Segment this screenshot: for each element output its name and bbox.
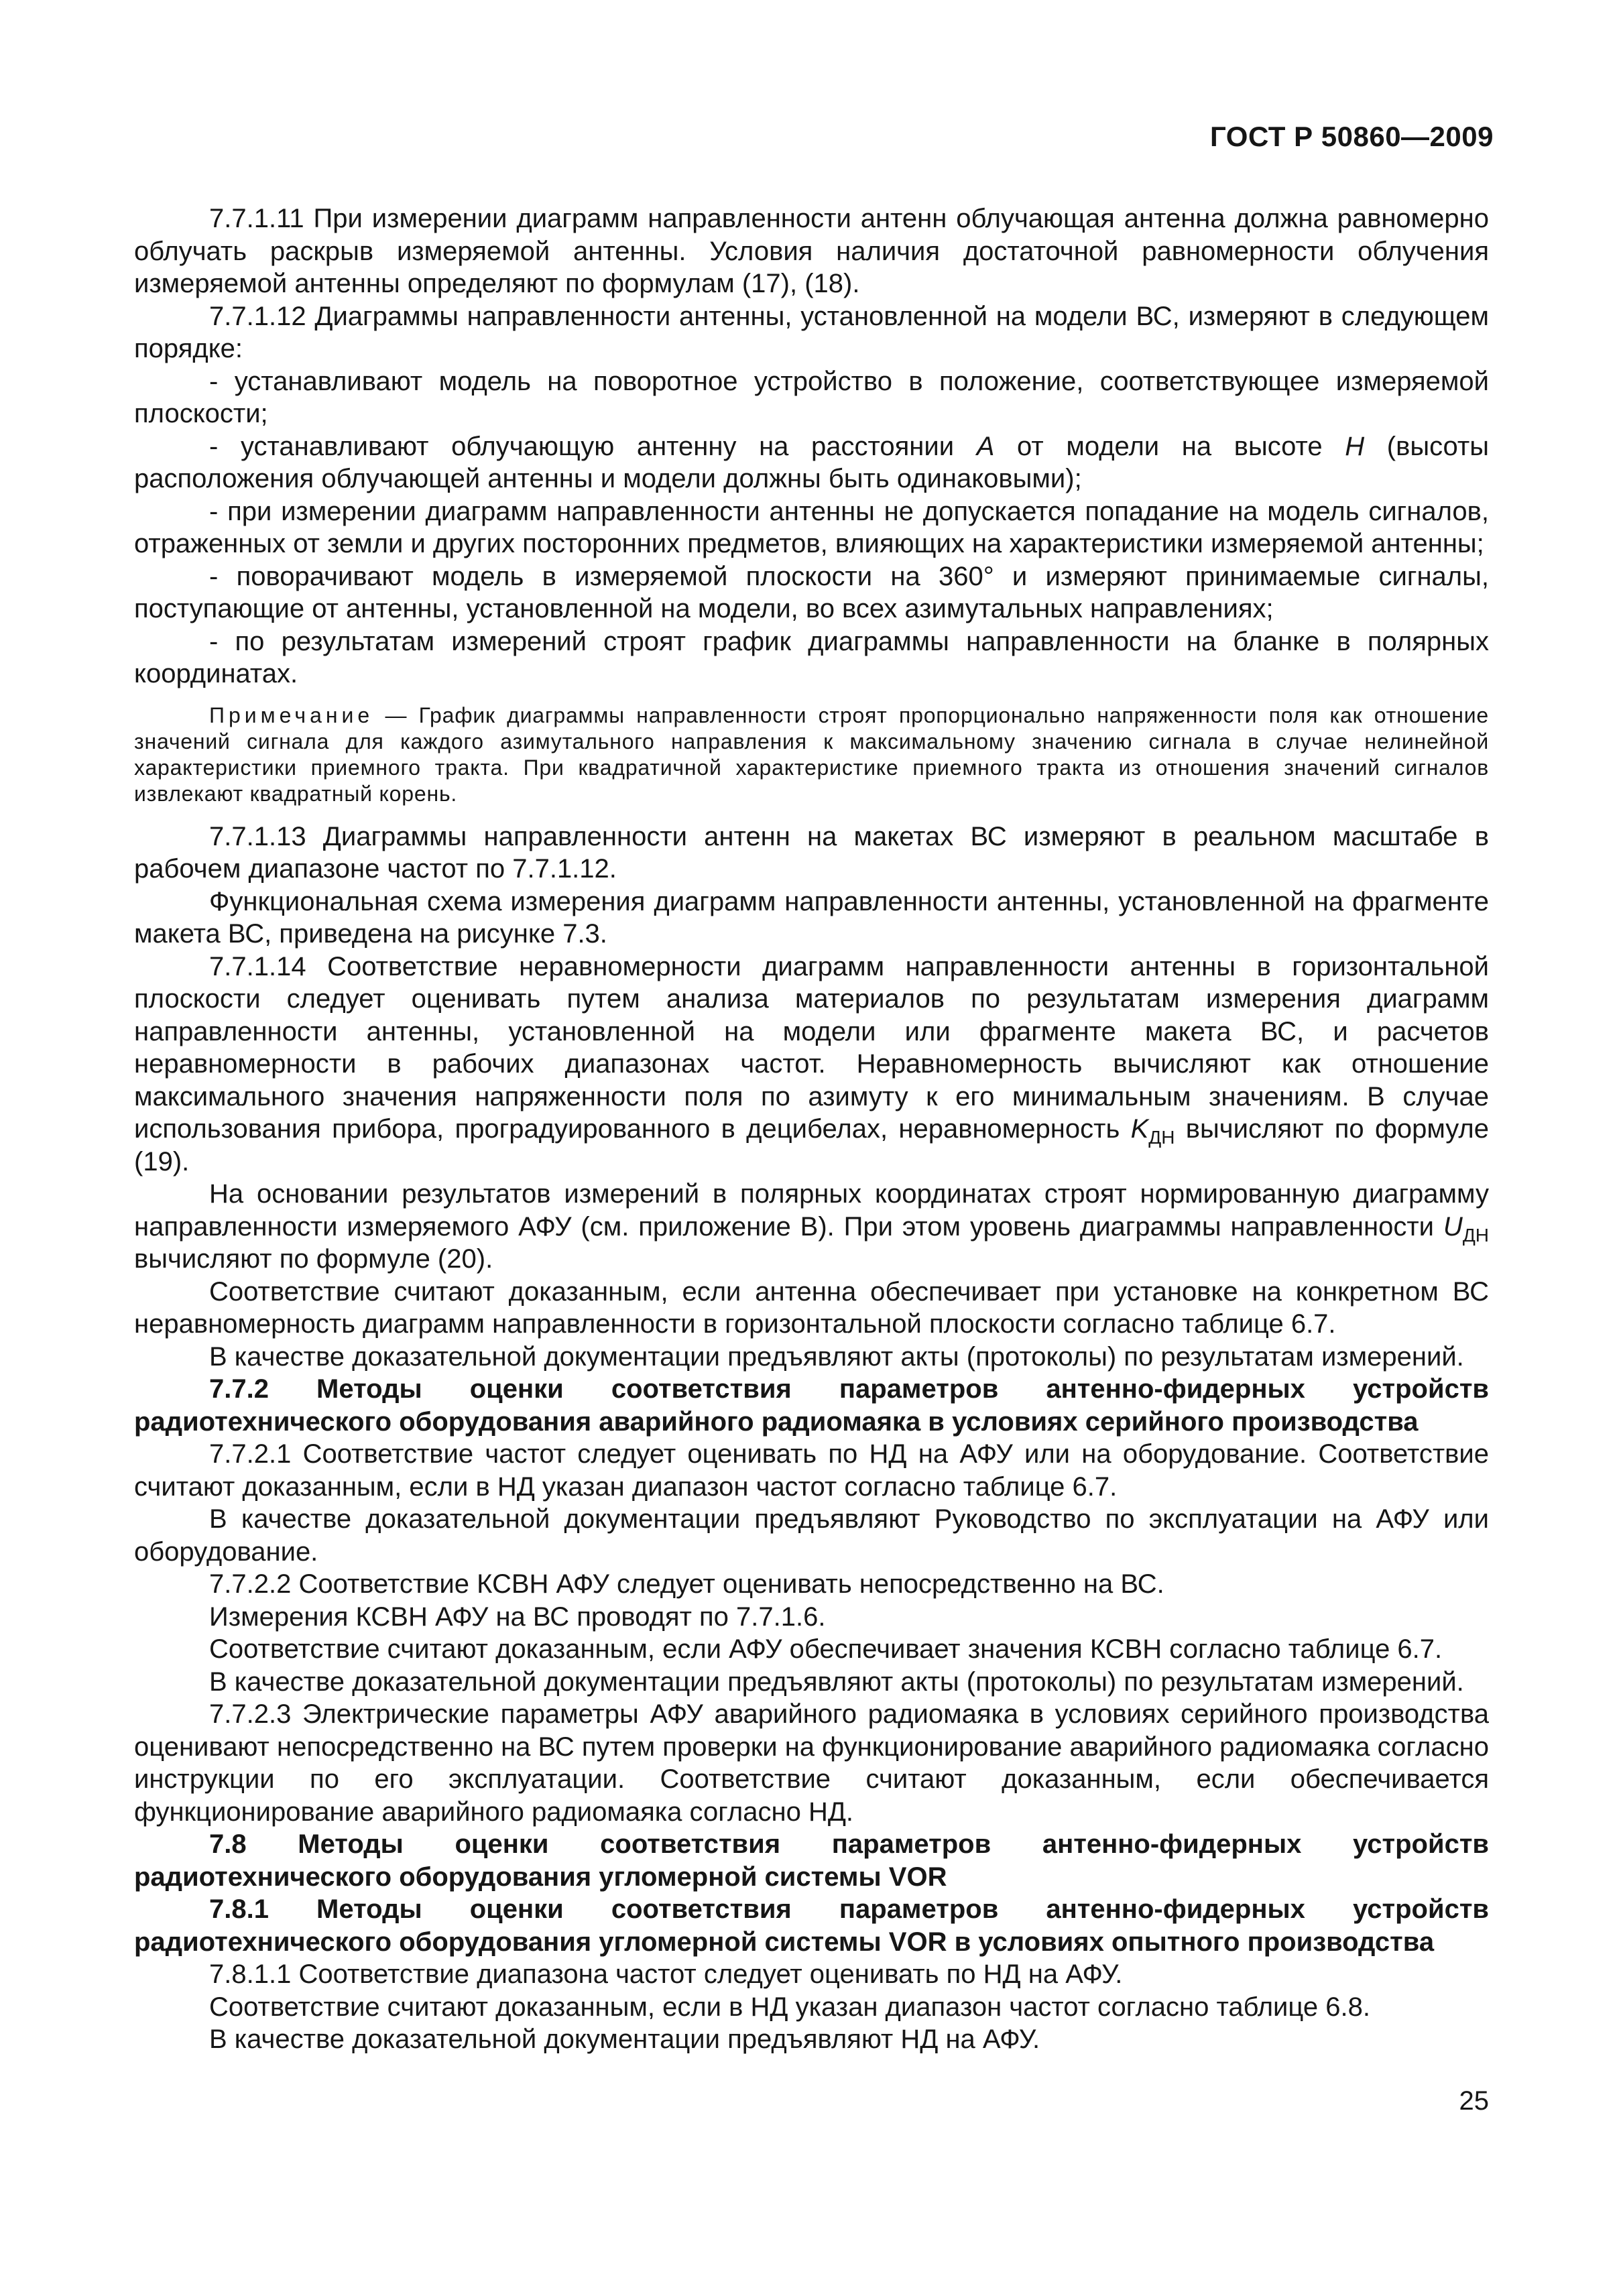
list-item: - поворачивают модель в измеряемой плоскости на 360° и измеряют принимаемые сигналы, поступающие от антенны, установленной на модели, во всех азимутальных направлениях; [134, 561, 1489, 623]
section-heading-cont: радиотехнического оборудования аварийного радиомаяка в условиях серийного производства [134, 1406, 1419, 1437]
paragraph: 7.7.2.3 Электрические параметры АФУ аварийного радиомаяка в условиях серийного производства оценивают непосредственно на ВС путем проверки на функционирование аварийного радиомаяка согласно инструкции по его эксплуатации. Соответствие считают доказанным, если обеспечивается функционирование аварийного радиомаяка согласно НД. [134, 1699, 1489, 1827]
list-item: - устанавливают модель на поворотное устройство в положение, соответствующее измеряемой плоскости; [134, 366, 1489, 428]
list-item [134, 430, 1489, 495]
list-item: - при измерении диаграмм направленности антенны не допускается попадание на модель сигналов, отраженных от земли и других посторонних предметов, влияющих на характеристики измеряемой антенны; [134, 496, 1489, 558]
note-label: Примечание [209, 703, 374, 727]
text: На основании результатов измерений в полярных координатах строят нормированную диаграмму направленности измеряемого АФУ (см. приложение В). При этом уровень диаграммы направленности [134, 1179, 1489, 1242]
symbol-k: K [1130, 1114, 1149, 1144]
symbol-h: H [1345, 431, 1365, 461]
paragraph: В качестве доказательной документации предъявляют НД на АФУ. [209, 2025, 1040, 2054]
document-header: ГОСТ Р 50860—2009 [1210, 121, 1494, 152]
text: - устанавливают облучающую антенну на расстоянии [209, 431, 977, 461]
paragraph: В качестве доказательной документации предъявляют акты (протоколы) по результатам измерений. [209, 1341, 1464, 1372]
paragraph: 7.7.2.1 Соответствие частот следует оценивать по НД на АФУ или на оборудование. Соответствие считают доказанным, если в НД указан диапазон частот согласно таблице 6.7. [134, 1439, 1489, 1502]
symbol-a: A [976, 431, 995, 461]
note [134, 703, 1489, 807]
subscript: ДН [1148, 1127, 1175, 1148]
text: 7.7.1.14 Соответствие неравномерности диаграмм направленности антенны в горизонтальной плоскости следует оценивать путем анализа материалов по результатам измерения диаграмм направленности антенны, установленной на модели или фрагменте макета ВС, и расчетов неравномерности в рабочих диапазонах частот. Неравномерность вычисляют как отношение максимального значения напряженности поля по азимуту к его минимальным значениям. В случае использования прибора, проградуированного в децибелах, неравномерность [134, 951, 1489, 1144]
paragraph: Соответствие считают доказанным, если АФУ обеспечивает значения КСВН согласно таблице 6.7. [209, 1634, 1443, 1664]
list-item: - по результатам измерений строят график диаграммы направленности на бланке в полярных координатах. [134, 626, 1489, 688]
section-heading: 7.7.2 Методы оценки соответствия параметров антенно-фидерных устройств [209, 1374, 1489, 1404]
paragraph: Соответствие считают доказанным, если антенна обеспечивает при установке на конкретном ВС неравномерность диаграмм направленности в горизонтальной плоскости согласно таблице 6.7. [134, 1276, 1489, 1339]
text: вычисляют по формуле (19). [134, 1114, 1489, 1176]
paragraph: 7.8.1.1 Соответствие диапазона частот следует оценивать по НД на АФУ. [209, 1959, 1123, 1989]
paragraph: В качестве доказательной документации предъявляют акты (протоколы) по результатам измерений. [209, 1667, 1464, 1697]
symbol-u: U [1443, 1211, 1463, 1242]
note-text: — График диаграммы направленности строят пропорционально напряженности поля как отношение значений сигнала для каждого азимутального направления к максимальному значению сигнала в случае нелинейной характеристики приемного тракта. При квадратичной характеристике приемного тракта из отношения значений сигналов извлекают квадратный корень. [134, 703, 1489, 806]
paragraph: 7.7.2.2 Соответствие КСВН АФУ следует оценивать непосредственно на ВС. [209, 1569, 1164, 1599]
paragraph: Функциональная схема измерения диаграмм направленности антенны, установленной на фрагменте макета ВС, приведена на рисунке 7.3. [134, 886, 1489, 949]
page-number: 25 [1459, 2086, 1489, 2116]
subscript: ДН [1462, 1224, 1489, 1246]
text: вычисляют по формуле (20). [134, 1244, 493, 1274]
text: (высоты расположения облучающей антенны и модели должны быть одинаковыми); [134, 431, 1489, 493]
paragraph: 7.7.1.13 Диаграммы направленности антенн на макетах ВС измеряют в реальном масштабе в рабочем диапазоне частот по 7.7.1.12. [134, 821, 1489, 884]
paragraph: Соответствие считают доказанным, если в НД указан диапазон частот согласно таблице 6.8. [209, 1992, 1370, 2022]
paragraph: 7.7.1.12 Диаграммы направленности антенны, установленной на модели ВС, измеряют в следующем порядке: [134, 301, 1489, 363]
paragraph [134, 1178, 1489, 1276]
section-heading-cont: радиотехнического оборудования угломерной системы VOR [134, 1862, 947, 1892]
section-heading-cont: радиотехнического оборудования угломерной системы VOR в условиях опытного производства [134, 1927, 1435, 1957]
paragraph [134, 951, 1489, 1179]
paragraph: 7.7.1.11 При измерении диаграмм направленности антенн облучающая антенна должна равномерно облучать раскрыв измеряемой антенны. Условия наличия достаточной равномерности облучения измеряемой антенны определяют по формулам (17), (18). [134, 204, 1489, 298]
paragraph: Измерения КСВН АФУ на ВС проводят по 7.7.1.6. [209, 1602, 826, 1632]
document-body [134, 202, 1489, 2056]
section-heading: 7.8.1 Методы оценки соответствия параметров антенно-фидерных устройств [209, 1894, 1489, 1924]
text: от модели на высоте [994, 431, 1345, 461]
section-heading: 7.8 Методы оценки соответствия параметров антенно-фидерных устройств [209, 1829, 1489, 1859]
paragraph: В качестве доказательной документации предъявляют Руководство по эксплуатации на АФУ или оборудование. [134, 1504, 1489, 1567]
